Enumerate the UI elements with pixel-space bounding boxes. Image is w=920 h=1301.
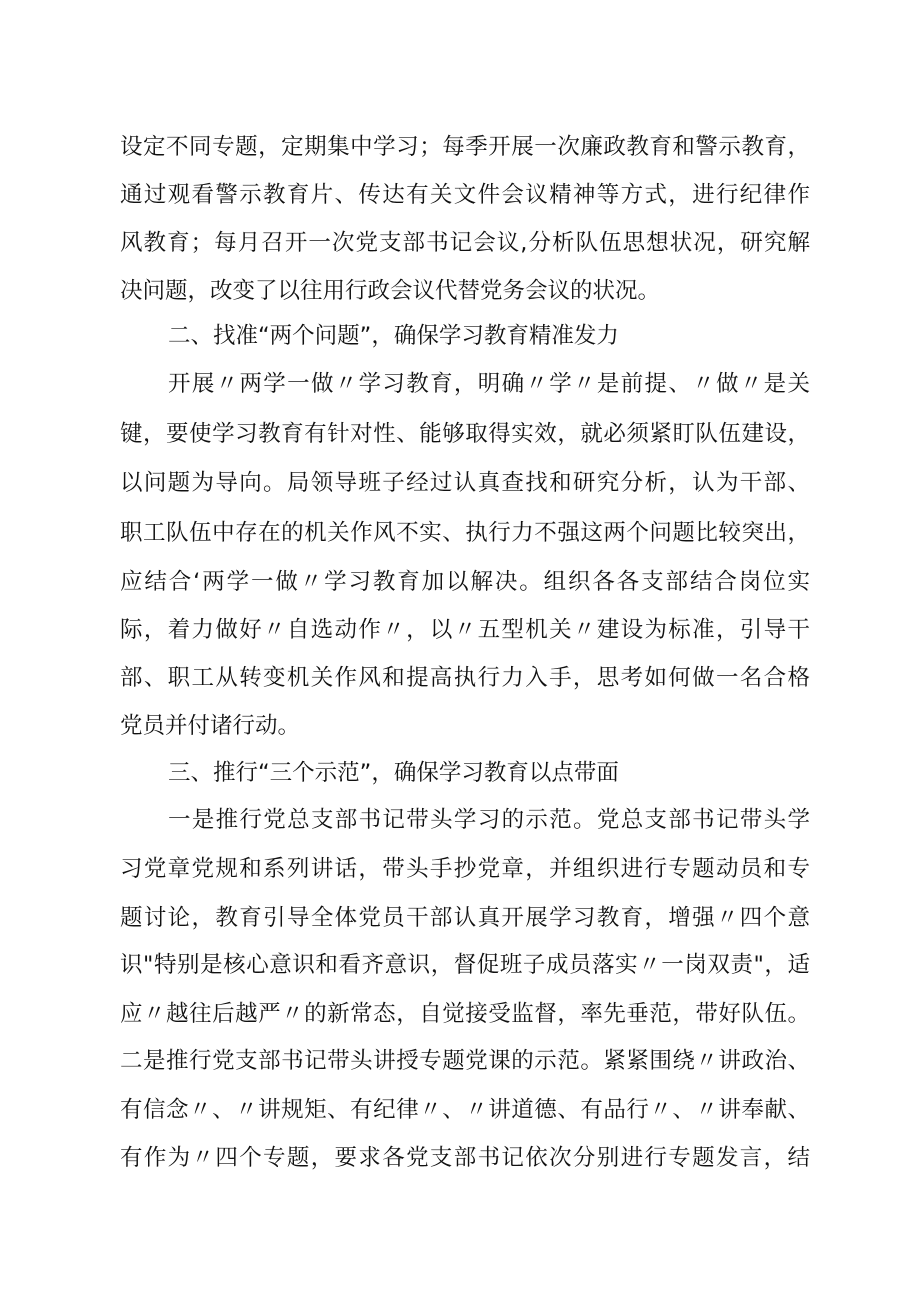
text-line-22: 有作为〃四个专题，要求各党支部书记依次分别进行专题发言，结	[120, 1145, 810, 1171]
text-line-1: 设定不同专题，定期集中学习；每季开展一次廉政教育和警示教育，	[120, 134, 810, 160]
text-line-11: 际，着力做好〃自选动作〃，以〃五型机关〃建设为标准，引导干	[120, 617, 810, 643]
text-line-2: 通过观看警示教育片、传达有关文件会议精神等方式，进行纪律作	[120, 182, 810, 208]
text-line-21: 有信念〃、〃讲规矩、有纪律〃、〃讲道德、有品行〃、〃讲奉献、	[120, 1097, 810, 1123]
text-line-20: 二是推行党支部书记带头讲授专题党课的示范。紧紧围绕〃讲政治、	[120, 1048, 810, 1074]
text-line-4: 决问题，改变了以往用行政会议代替党务会议的状况。	[120, 278, 661, 304]
section-heading-3: 三、推行“三个示范”，确保学习教育以点带面	[168, 760, 619, 786]
text-line-6: 开展〃两学一做〃学习教育，明确〃学〃是前提、〃做〃是关	[168, 371, 810, 397]
text-line-15: 一是推行党总支部书记带头学习的示范。党总支部书记带头学	[168, 807, 810, 833]
text-line-7: 键，要使学习教育有针对性、能够取得实效，就必须紧盯队伍建设，	[120, 421, 810, 447]
text-line-17: 题讨论，教育引导全体党员干部认真开展学习教育，增强〃四个意	[120, 905, 810, 931]
text-line-19: 应〃越往后越严〃的新常态，自觉接受监督，率先垂范，带好队伍。	[120, 1001, 810, 1027]
text-line-16: 习党章党规和系列讲话，带头手抄党章，并组织进行专题动员和专	[120, 856, 810, 882]
text-line-12: 部、职工从转变机关作风和提高执行力入手，思考如何做一名合格	[120, 665, 810, 691]
text-line-3: 风教育；每月召开一次党支部书记会议,分析队伍思想状况，研究解	[120, 230, 810, 256]
text-line-10: 应结合‘两学一做〃学习教育加以解决。组织各各支部结合岗位实	[120, 569, 810, 595]
section-heading-2: 二、找准“两个问题”，确保学习教育精准发力	[168, 323, 619, 349]
text-line-8: 以问题为导向。局领导班子经过认真查找和研究分析，认为干部、	[120, 470, 810, 496]
text-line-13: 党员并付诸行动。	[120, 713, 301, 739]
text-line-9: 职工队伍中存在的机关作风不实、执行力不强这两个问题比较突出，	[120, 520, 810, 546]
text-line-18: 识"特别是核心意识和看齐意识，督促班子成员落实〃一岗双责"，适	[120, 952, 810, 978]
